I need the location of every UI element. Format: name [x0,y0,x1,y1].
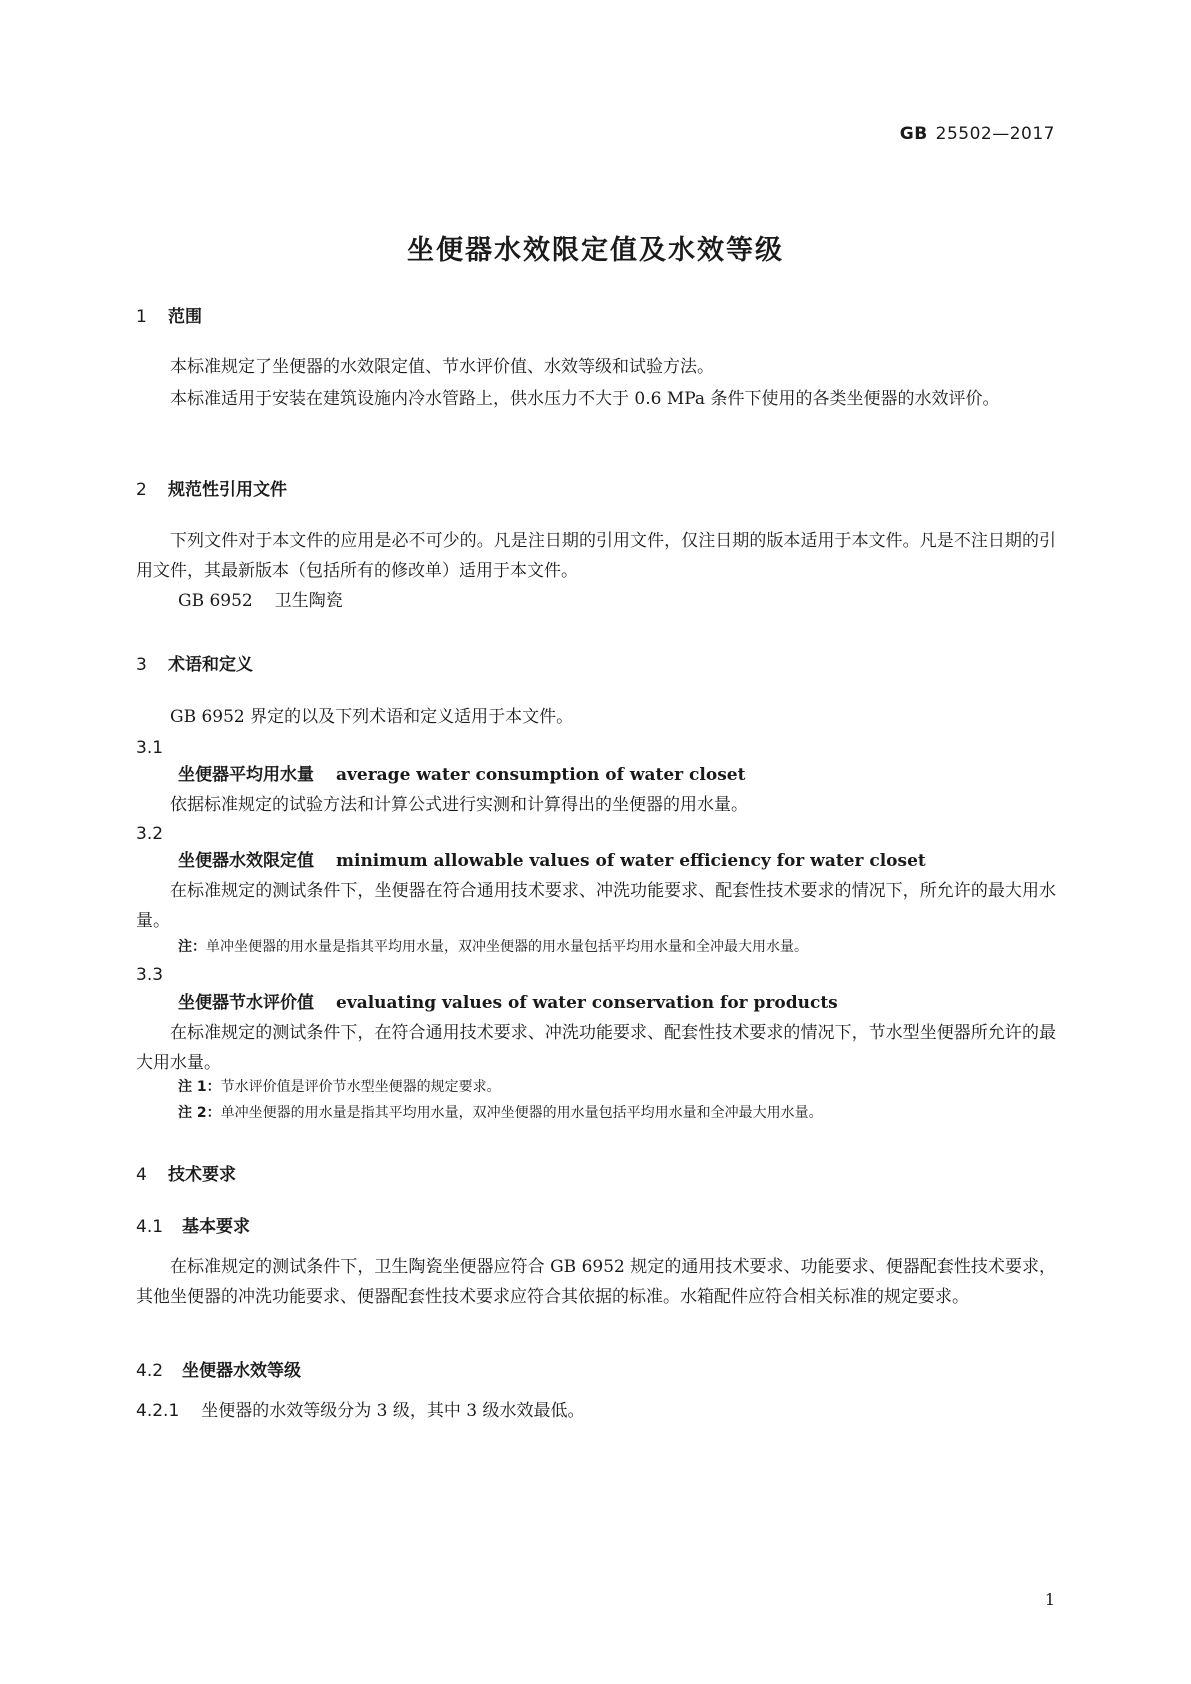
section-number: 3 [136,655,147,675]
section-3-paragraph-1: GB 6952 界定的以及下列术语和定义适用于本文件。 [170,707,574,727]
term-zh: 坐便器节水评价值 [178,993,314,1013]
document-title: 坐便器水效限定值及水效等级 [407,235,784,266]
note-label: 注： [178,939,206,955]
term-zh: 坐便器平均用水量 [178,765,314,785]
section-title: 术语和定义 [168,655,253,675]
term-3-2-definition: 在标准规定的测试条件下，坐便器在符合通用技术要求、冲洗功能要求、配套性技术要求的情况下，所允许的最大用水量。 [136,881,1056,931]
term-3-1-definition: 依据标准规定的试验方法和计算公式进行实测和计算得出的坐便器的用水量。 [170,795,748,815]
clause-text: 坐便器的水效等级分为 3 级，其中 3 级水效最低。 [201,1401,585,1421]
term-en: minimum allowable values of water efficiency for water closet [336,851,926,871]
section-number: 4.2 [136,1361,164,1381]
standard-code [900,124,1055,144]
term-zh: 坐便器水效限定值 [178,851,314,871]
term-3-2-note [136,934,1098,960]
term-3-2 [136,846,1098,876]
section-number: 4.1 [136,1217,164,1237]
reference-code: GB 6952 [178,591,253,611]
normative-reference [136,586,1098,616]
term-3-3-number: 3.3 [136,965,164,985]
term-3-3-definition: 在标准规定的测试条件下，在符合通用技术要求、冲洗功能要求、配套性技术要求的情况下，节水型坐便器所允许的最大用水量。 [136,1023,1056,1073]
section-4-2-heading [136,1356,1056,1381]
term-3-2-number: 3.2 [136,824,164,844]
section-title: 坐便器水效等级 [182,1361,301,1381]
note-label: 注 1： [178,1079,221,1095]
note-label: 注 2： [178,1105,221,1121]
note-text: 节水评价值是评价节水型坐便器的规定要求。 [220,1079,501,1095]
page-number: 1 [1044,1590,1055,1609]
clause-number: 4.2.1 [136,1401,180,1421]
term-3-3-note-2 [136,1100,1098,1126]
section-number: 1 [136,307,147,327]
section-title: 规范性引用文件 [168,480,287,500]
section-4-1-paragraph-1: 在标准规定的测试条件下，卫生陶瓷坐便器应符合 GB 6952 规定的通用技术要求、功能要求、便器配套性技术要求，其他坐便器的冲洗功能要求、便器配套性技术要求应符合其依据的标准。水箱配件应符合相关标准的规定要求。 [136,1257,1056,1307]
section-4-heading [136,1160,1056,1185]
section-1-paragraph-1: 本标准规定了坐便器的水效限定值、节水评价值、水效等级和试验方法。 [170,357,714,377]
section-4-1-heading [136,1212,1056,1237]
section-title: 技术要求 [168,1165,236,1185]
section-2-heading [136,475,1056,500]
section-1-heading [136,302,1056,327]
section-title: 基本要求 [182,1217,250,1237]
term-en: average water consumption of water closet [336,765,746,785]
standard-number: 25502—2017 [935,124,1055,144]
section-1-paragraph-2: 本标准适用于安装在建筑设施内冷水管路上，供水压力不大于 0.6 MPa 条件下使用的各类坐便器的水效评价。 [170,389,1000,409]
section-number: 4 [136,1165,147,1185]
term-en: evaluating values of water conservation for products [336,993,838,1013]
term-3-3 [136,988,1098,1018]
section-title: 范围 [168,307,202,327]
term-3-3-note-1 [136,1074,1098,1100]
clause-4-2-1 [136,1396,1056,1426]
term-3-1-number: 3.1 [136,738,164,758]
section-3-heading [136,650,1056,675]
note-text: 单冲坐便器的用水量是指其平均用水量，双冲坐便器的用水量包括平均用水量和全冲最大用水量。 [206,939,808,955]
section-2-paragraph-1: 下列文件对于本文件的应用是必不可少的。凡是注日期的引用文件，仅注日期的版本适用于本文件。凡是不注日期的引用文件，其最新版本（包括所有的修改单）适用于本文件。 [136,531,1056,581]
section-number: 2 [136,480,147,500]
note-text: 单冲坐便器的用水量是指其平均用水量，双冲坐便器的用水量包括平均用水量和全冲最大用水量。 [220,1105,823,1121]
standard-prefix: GB [899,124,928,144]
term-3-1 [136,760,1098,790]
reference-name: 卫生陶瓷 [274,591,343,611]
